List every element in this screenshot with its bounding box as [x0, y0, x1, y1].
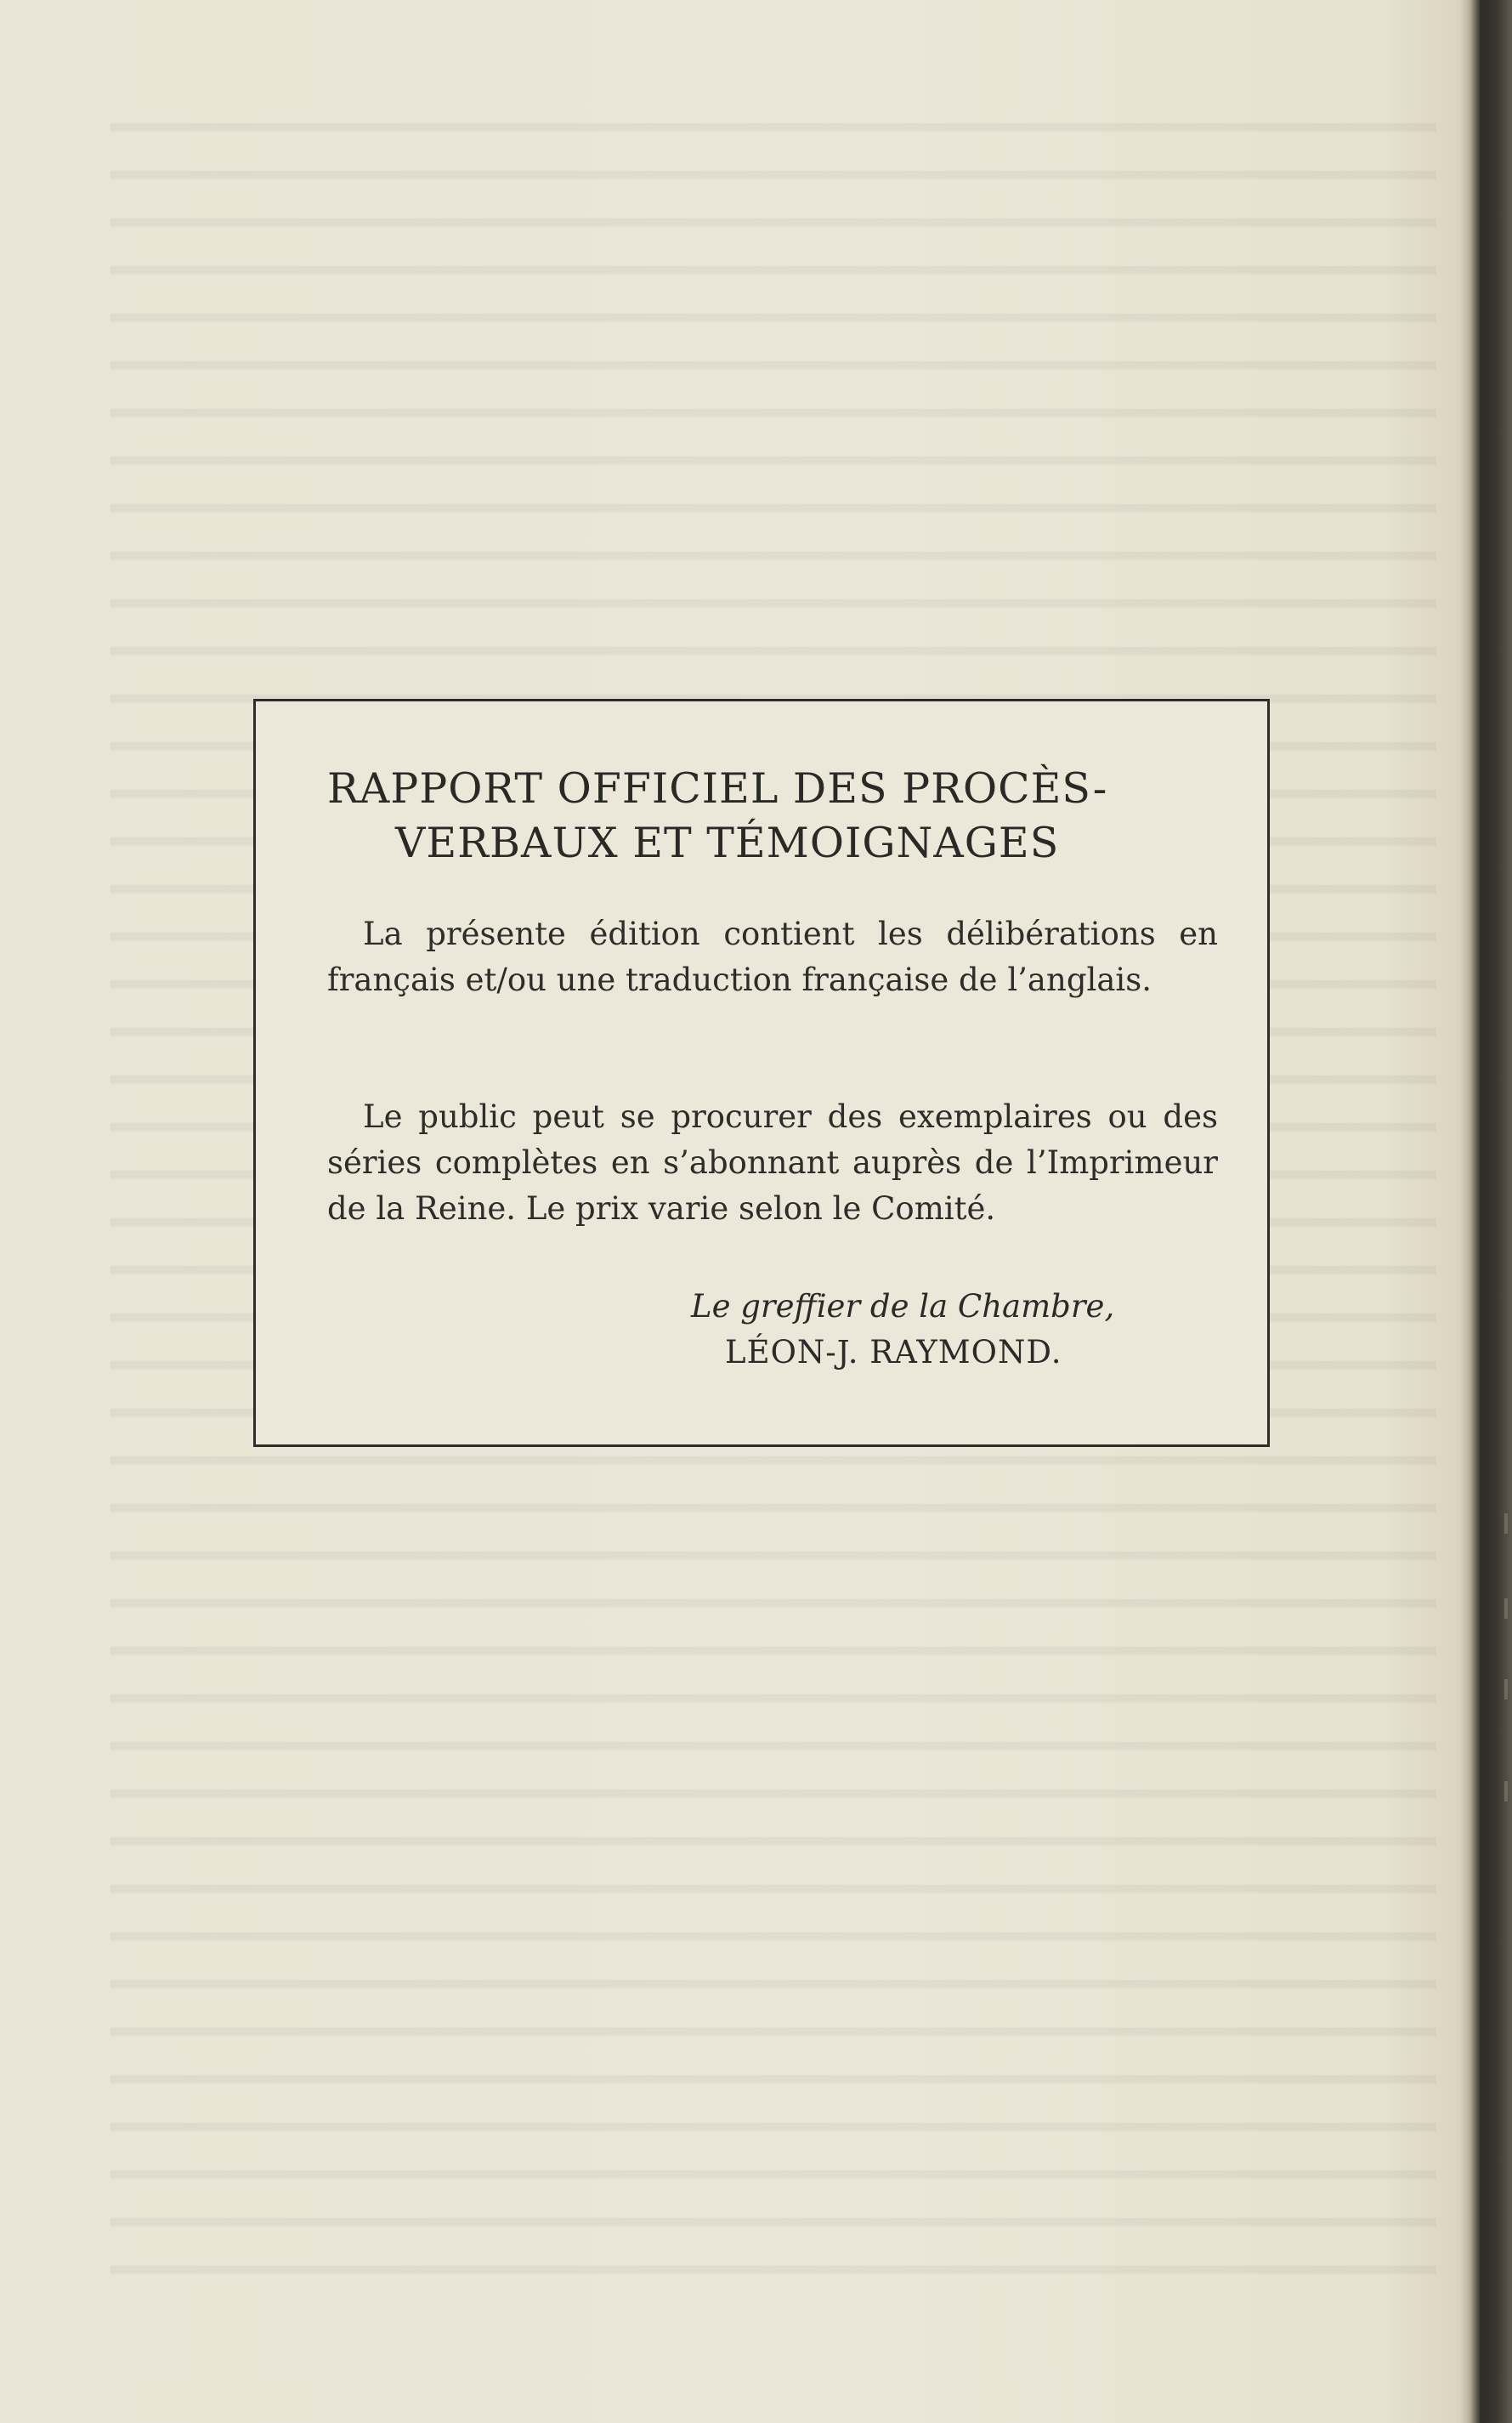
notice-paragraph-subscription: Le public peut se procurer des exemplaires ou des séries complètes en s’abonnant auprès de l’Imprimeur de la Reine. Le prix varie selon le Comité. — [327, 1098, 1218, 1227]
signature-role: Le greffier de la Chambre, — [691, 1288, 1115, 1325]
book-spine-shadow — [1460, 0, 1512, 2423]
notice-title — [327, 762, 1203, 871]
notice-title-line-2: VERBAUX ET TÉMOIGNAGES — [395, 819, 1060, 867]
signature-block — [691, 1284, 1201, 1376]
notice-paragraph-edition: La présente édition contient les délibérations en français et/ou une traduction française de l’anglais. — [327, 916, 1218, 998]
notice-title-line-1: RAPPORT OFFICIEL DES PROCÈS- — [327, 764, 1108, 813]
margin-mark — [1504, 1781, 1508, 1802]
margin-mark — [1504, 1679, 1508, 1700]
margin-mark — [1504, 1513, 1508, 1534]
signature-name: LÉON-J. RAYMOND. — [725, 1334, 1062, 1370]
official-notice-box — [253, 699, 1270, 1447]
margin-mark — [1504, 1598, 1508, 1619]
